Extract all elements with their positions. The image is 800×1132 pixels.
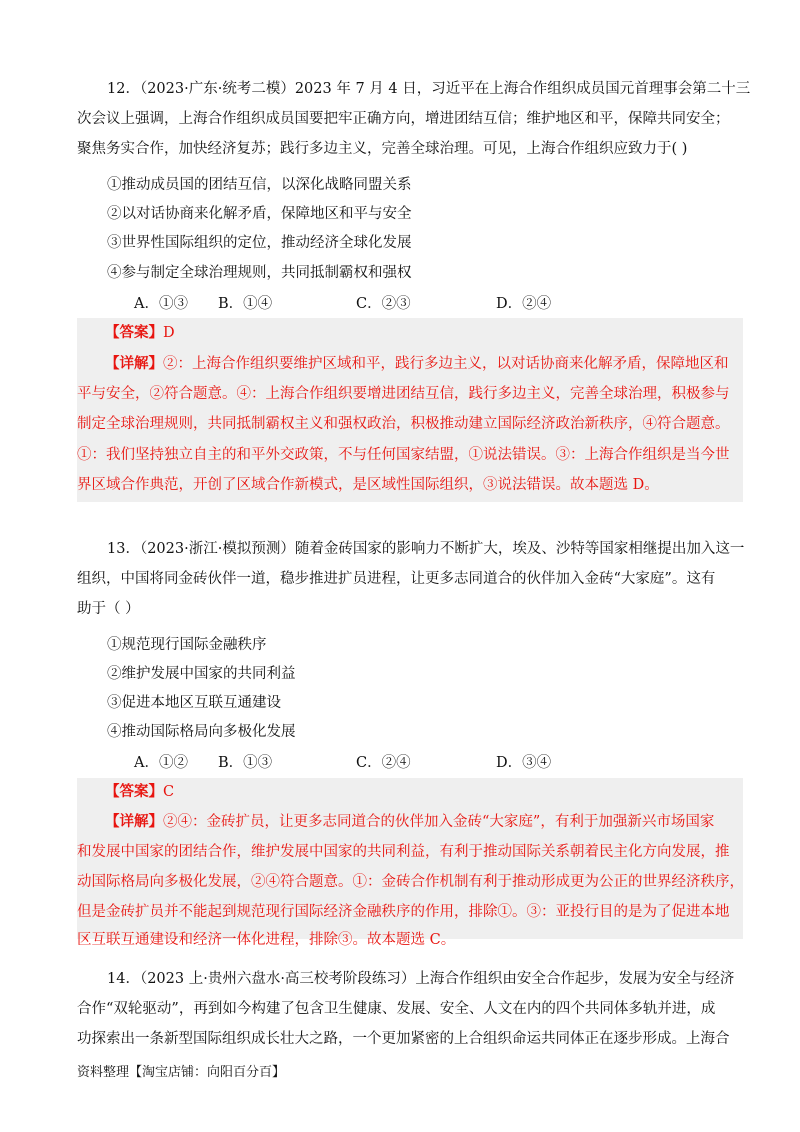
q12-item-3: ③世界性国际组织的定位，推动经济全球化发展 <box>107 235 412 251</box>
q13-detail-label: 【详解】 <box>105 813 163 830</box>
q13-stem-line-1: 13．（2023·浙江·模拟预测）随着金砖国家的影响力不断扩大，埃及、沙特等国家相继提出加入这一 <box>107 541 745 557</box>
q13-answer-value: C <box>163 784 175 800</box>
q12-answer-label: 【答案】 <box>105 324 163 341</box>
q13-stem-line-2: 组织，中国将同金砖伙伴一道，稳步推进扩员进程，让更多志同道合的伙伴加入金砖“大家庭”。这有 <box>77 571 716 587</box>
q12-answer-box <box>77 318 743 502</box>
q14-stem-line-2: 合作“双轮驱动”，再到如今构建了包含卫生健康、发展、安全、人文在内的四个共同体多轨并进，成 <box>77 1001 716 1017</box>
q12-detail-line-4: ①：我们坚持独立自主的和平外交政策，不与任何国家结盟，①说法错误。③：上海合作组织是当今世 <box>77 447 730 463</box>
q13-item-4: ④推动国际格局向多极化发展 <box>107 724 296 740</box>
q13-option-c: C．②④ <box>356 755 411 771</box>
q12-answer <box>105 323 175 343</box>
q12-detail-text-1: ②：上海合作组织要维护区域和平，践行多边主义，以对话协商来化解矛盾，保障地区和 <box>163 356 729 372</box>
q12-item-1: ①推动成员国的团结互信，以深化战略同盟关系 <box>107 177 412 193</box>
q13-answer-box <box>77 778 744 948</box>
q12-stem-line-2: 次会议上强调，上海合作组织成员国要把牢正确方向，增进团结互信；维护地区和平，保障共同安全； <box>77 111 730 127</box>
q13-option-b: B．①③ <box>218 755 273 771</box>
q12-option-a: A．①③ <box>134 296 188 312</box>
q13-item-2: ②维护发展中国家的共同利益 <box>107 666 296 682</box>
q13-answer <box>105 782 174 802</box>
q13-option-a: A．①② <box>134 755 188 771</box>
q12-option-c: C．②③ <box>356 296 411 312</box>
q13-stem-line-3: 助于（ ） <box>77 601 140 617</box>
q13-detail-text-1: ②④：金砖扩员，让更多志同道合的伙伴加入金砖“大家庭”，有利于加强新兴市场国家 <box>163 814 715 830</box>
q12-item-2: ②以对话协商来化解矛盾，保障地区和平与安全 <box>107 206 412 222</box>
q13-detail-line-3: 动国际格局向多极化发展，②④符合题意。①：金砖合作机制有利于推动形成更为公正的世界经济秩序， <box>77 874 744 890</box>
q13-option-d: D．③④ <box>496 755 552 771</box>
q12-detail-line-1 <box>105 354 729 374</box>
q13-detail-line-1 <box>105 812 714 832</box>
q13-item-1: ①规范现行国际金融秩序 <box>107 637 267 653</box>
q12-item-4: ④参与制定全球治理规则，共同抵制霸权和强权 <box>107 265 412 281</box>
q12-detail-line-5: 界区域合作典范，开创了区域合作新模式，是区域性国际组织，③说法错误。故本题选 D。 <box>77 477 659 493</box>
q13-answer-label: 【答案】 <box>105 783 163 800</box>
q14-stem-line-1: 14．（2023 上·贵州六盘水·高三校考阶段练习）上海合作组织由安全合作起步，发展为安全与经济 <box>107 971 735 987</box>
q12-stem-line-1: 12．（2023·广东·统考二模）2023 年 7 月 4 日，习近平在上海合作组织成员国元首理事会第二十三 <box>107 81 751 97</box>
q13-detail-line-2: 和发展中国家的团结合作，维护发展中国家的共同利益，有利于推动国际关系朝着民主化方向发展，推 <box>77 844 730 860</box>
q13-detail-line-5: 区互联互通建设和经济一体化进程，排除③。故本题选 C。 <box>77 932 456 948</box>
page-footer: 资料整理【淘宝店铺：向阳百分百】 <box>77 1065 286 1080</box>
q13-detail-line-4: 但是金砖扩员并不能起到规范现行国际经济金融秩序的作用，排除①。③：亚投行目的是为了促进本地 <box>77 904 730 920</box>
q12-detail-line-2: 平与安全，②符合题意。④：上海合作组织要增进团结互信，践行多边主义，完善全球治理，积极参与 <box>77 386 730 402</box>
q12-option-b: B．①④ <box>218 296 273 312</box>
q12-option-d: D．②④ <box>496 296 552 312</box>
q12-answer-value: D <box>163 325 175 341</box>
q12-stem-line-3: 聚焦务实合作，加快经济复苏；践行多边主义，完善全球治理。可见，上海合作组织应致力于( ) <box>77 141 688 157</box>
q13-item-3: ③促进本地区互联互通建设 <box>107 695 281 711</box>
q14-stem-line-3: 功探索出一条新型国际组织成长壮大之路，一个更加紧密的上合组织命运共同体正在逐步形成。上海合 <box>77 1031 730 1047</box>
q12-detail-label: 【详解】 <box>105 355 163 372</box>
q12-detail-line-3: 制定全球治理规则，共同抵制霸权主义和强权政治，积极推动建立国际经济政治新秩序，④符合题意。 <box>77 416 730 432</box>
